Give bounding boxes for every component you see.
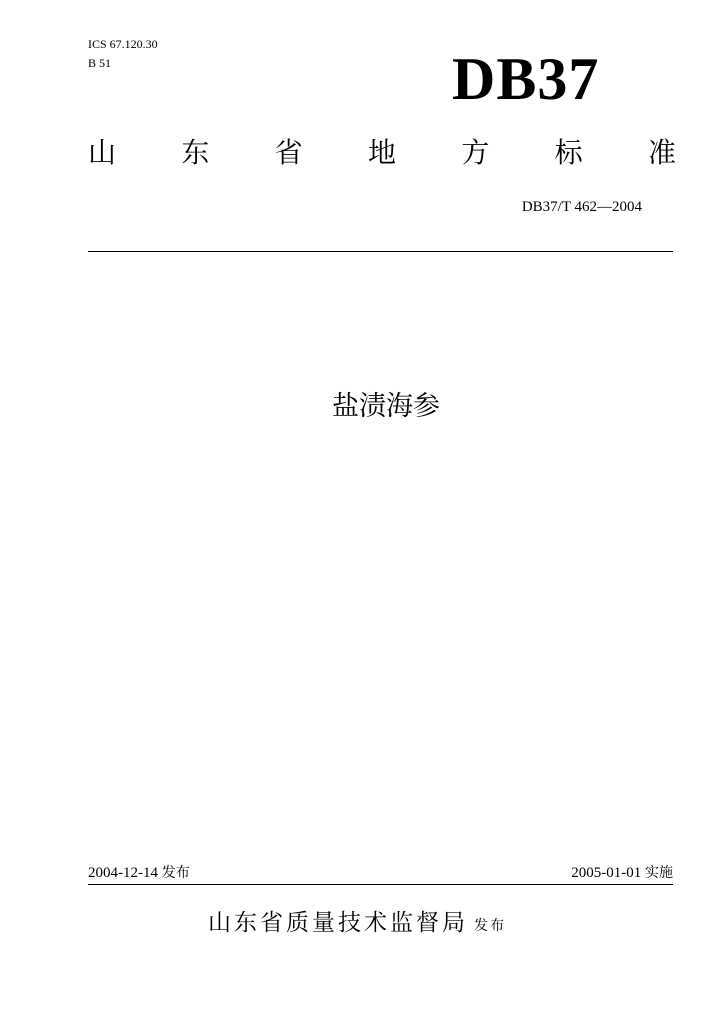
issue-date: 2004-12-14: [88, 865, 158, 881]
standard-type-char: 东: [181, 136, 210, 169]
db-code-logo: DB37: [452, 46, 600, 112]
implement-date: 2005-01-01: [571, 865, 642, 881]
standard-type-char: 地: [367, 136, 396, 169]
issue-label: 发布: [161, 865, 190, 881]
implement-date-line: [571, 864, 673, 882]
standard-type-char: 准: [647, 136, 676, 169]
bottom-divider: [88, 884, 673, 885]
standard-type-char: 方: [461, 136, 490, 169]
document-title: 盐渍海参: [332, 391, 440, 422]
clc-code: B 51: [88, 56, 112, 70]
publisher-name: 山东省质量技术监督局: [208, 910, 468, 936]
ics-code: ICS 67.120.30: [88, 37, 158, 51]
standard-type-char: 标: [554, 136, 583, 169]
standard-type-heading: [88, 136, 676, 170]
implement-label: 实施: [645, 865, 673, 881]
standard-type-char: 省: [274, 136, 303, 169]
publisher-line: [208, 908, 506, 941]
standard-number: DB37/T 462—2004: [521, 199, 642, 215]
publisher-suffix: 发布: [474, 918, 506, 934]
standard-type-char: 山: [88, 136, 117, 169]
issue-date-line: [88, 864, 190, 882]
top-divider: [88, 251, 673, 252]
